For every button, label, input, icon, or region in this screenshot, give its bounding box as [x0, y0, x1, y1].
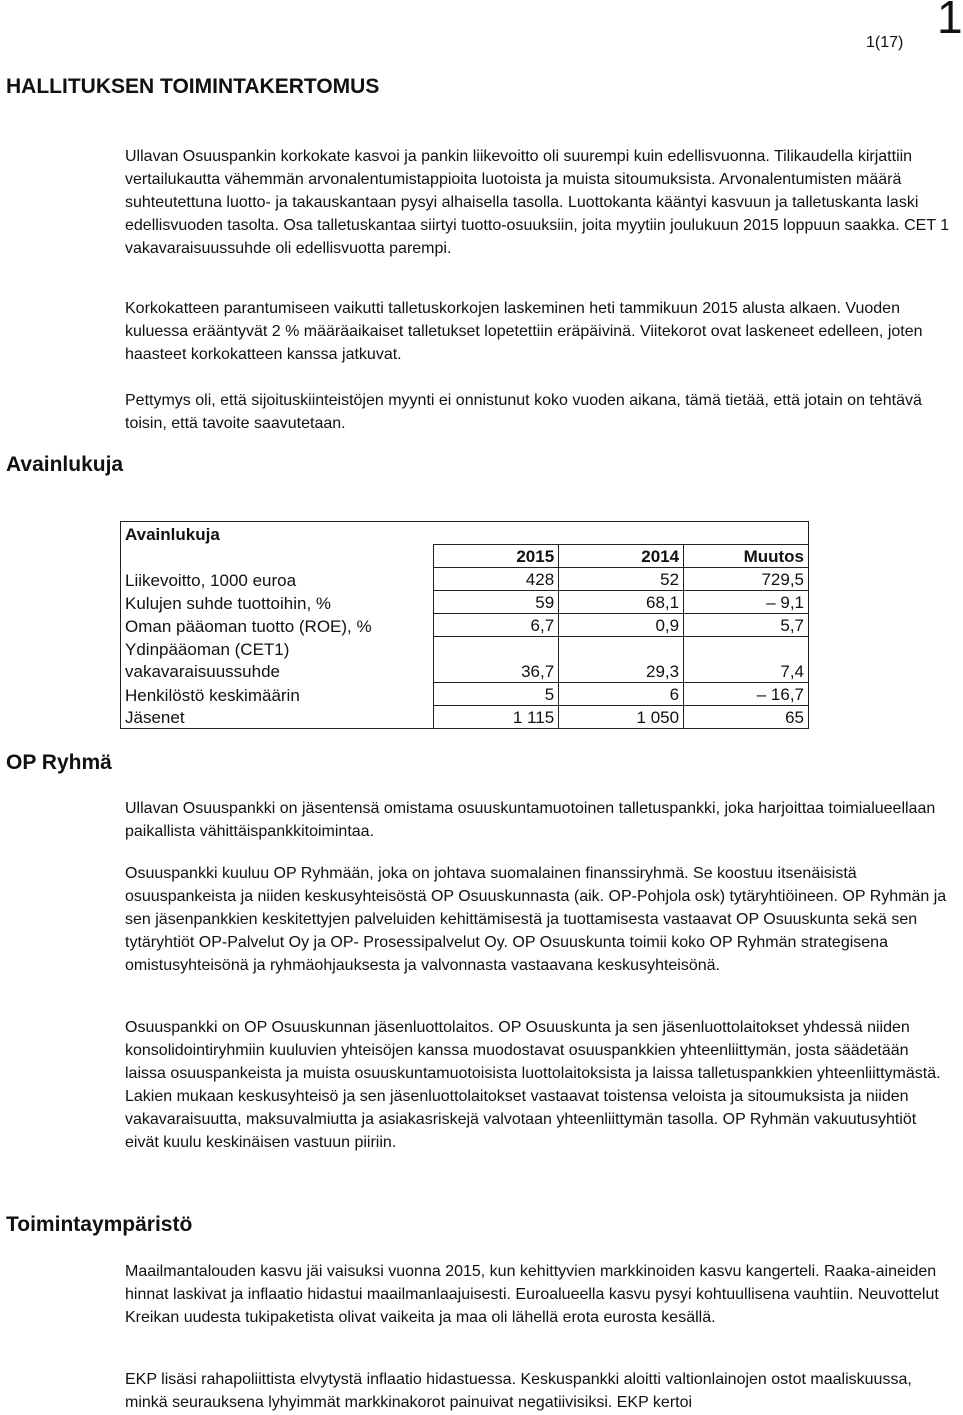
row-label: Liikevoitto, 1000 euroa: [125, 570, 297, 590]
cell-value: 0,9: [559, 614, 684, 637]
table-row: [121, 568, 809, 591]
intro-paragraph-1: Ullavan Osuuspankin korkokate kasvoi ja pankin liikevoitto oli suurempi kuin edellisvuonna. Tilikaudella kirjattiin vertailukautta vähemmän arvonalentumistappioita luotoista ja muista sitoumuksista. Arvonalentumisten määrä suhteutettuna luotto- ja takauskantaan pysyi alhaisella tasolla. Luottokanta kääntyi kasvuun ja talletuskanta laski edellisvuoden tasolta. Osa talletuskantaa siirtyi tuotto-osuuksiin, joita myytiin joulukuun 2015 loppuun saakka. CET 1 vakavaraisuussuhde oli edellisvuotta parempi.: [125, 148, 950, 257]
table-header-row: [121, 545, 809, 568]
table-caption: Avainlukuja: [125, 524, 220, 544]
row-label: Henkilöstö keskimäärin: [125, 685, 300, 705]
op-group-heading: OP Ryhmä: [6, 751, 112, 774]
page-indicator: 1(17): [866, 34, 904, 51]
intro-paragraph-3: Pettymys oli, että sijoituskiinteistöjen myynti ei onnistunut koko vuoden aikana, tämä tietää, että jotain on tehtävä toisin, että tavoite saavutetaan.: [125, 392, 922, 432]
environment-paragraph-1: Maailmantalouden kasvu jäi vaisuksi vuonna 2015, kun kehittyvien markkinoiden kasvu kangerteli. Raaka-aineiden hinnat laskivat ja inflaatio hidastui maailmanlaajuisesti. Euroalueella kasvu pysyi kohtuullisena vauhtiin. Neuvottelut Kreikan uudesta tukipaketista olivat vaikeita ja maa oli lähellä erota eurosta kesällä.: [125, 1263, 939, 1326]
environment-paragraph-2: EKP lisäsi rahapoliittista elvytystä inflaatio hidastuessa. Keskuspankki aloitti valtionlainojen ostot maaliskuussa, minkä seurauksena lyhyimmät markkinakorot painuivat negatiivisiksi. EKP kertoi: [125, 1371, 912, 1411]
cell-value: 7,4: [684, 637, 809, 683]
cell-value: 68,1: [559, 591, 684, 614]
table-row: [121, 591, 809, 614]
key-figures-table: [120, 521, 809, 729]
row-label: Ydinpääoman (CET1) vakavaraisuussuhde: [125, 639, 290, 681]
cell-value: 52: [559, 568, 684, 591]
column-header: 2014: [559, 545, 684, 568]
table-row: [121, 683, 809, 706]
cell-value: 428: [434, 568, 559, 591]
row-label: Kulujen suhde tuottoihin, %: [125, 593, 332, 613]
table-row: [121, 706, 809, 729]
cell-value: 6,7: [434, 614, 559, 637]
environment-heading: Toimintaympäristö: [6, 1213, 193, 1236]
row-label: Oman pääoman tuotto (ROE), %: [125, 616, 372, 636]
intro-paragraph-2: Korkokatteen parantumiseen vaikutti talletuskorkojen laskeminen heti tammikuun 2015 alusta alkaen. Vuoden kuluessa erääntyvät 2 % määräaikaiset talletukset lopetettiin eräpäivinä. Viitekorot ovat laskeneet edelleen, joten haasteet korkokatteen kanssa jatkuvat.: [125, 300, 923, 363]
cell-value: 5: [434, 683, 559, 706]
cell-value: 5,7: [684, 614, 809, 637]
op-group-paragraph-3: Osuuspankki on OP Osuuskunnan jäsenluottolaitos. OP Osuuskunta ja sen jäsenluottolaitokset yhdessä niiden konsolidointiryhmiin kuuluvien yhteisöjen kanssa muodostavat osuuspankkien yhteenliittymän, josta säädetään laissa osuuspankeista ja muista osuuskuntamuotoisista luottolaitoksista ja laissa talletuspankkien yhteenliittymästä. Lakien mukaan keskusyhteisö ja sen jäsenluottolaitokset vastaavat toistensa veloista ja sitoumuksista ja niiden vakavaraisuutta, maksuvalmiutta ja asiakasriskejä valvotaan yhteenliittymän tasolla. OP Ryhmän vakuutusyhtiöt eivät kuulu keskinäisen vastuun piiriin.: [125, 1019, 941, 1151]
table-row: [121, 614, 809, 637]
cell-value: 6: [559, 683, 684, 706]
cell-value: – 9,1: [684, 591, 809, 614]
cell-value: 1 115: [434, 706, 559, 729]
big-page-number: 1: [937, 0, 963, 43]
key-figures-heading: Avainlukuja: [6, 453, 124, 476]
table-row: [121, 637, 809, 683]
cell-value: 29,3: [559, 637, 684, 683]
document-title: HALLITUKSEN TOIMINTAKERTOMUS: [6, 75, 380, 98]
column-header: Muutos: [684, 545, 809, 568]
cell-value: 729,5: [684, 568, 809, 591]
row-label: Jäsenet: [125, 708, 185, 727]
op-group-paragraph-1: Ullavan Osuuspankki on jäsentensä omistama osuuskuntamuotoinen talletuspankki, joka harjoittaa toimialueellaan paikallista vähittäispankkitoimintaa.: [125, 800, 936, 840]
table-row: [121, 522, 809, 545]
column-header: 2015: [434, 545, 559, 568]
cell-value: 36,7: [434, 637, 559, 683]
cell-value: 65: [684, 706, 809, 729]
cell-value: 1 050: [559, 706, 684, 729]
op-group-paragraph-2: Osuuspankki kuuluu OP Ryhmään, joka on johtava suomalainen finanssiryhmä. Se koostuu itsenäisistä osuuspankeista ja niiden keskusyhteisöstä OP Osuuskunnasta (aik. OP-Pohjola osk) tytäryhtiöineen. OP Ryhmän ja sen jäsenpankkien keskitettyjen palveluiden kehittämisestä ja tuottamisesta vastaavat OP Osuuskunta sekä sen tytäryhtiöt OP-Palvelut Oy ja OP- Prosessipalvelut Oy. OP Osuuskunta toimii koko OP Ryhmän strategisena omistusyhteisönä ja ryhmäohjauksesta ja valvonnasta vastaavana keskusyhteisönä.: [125, 865, 947, 974]
cell-value: 59: [434, 591, 559, 614]
cell-value: – 16,7: [684, 683, 809, 706]
